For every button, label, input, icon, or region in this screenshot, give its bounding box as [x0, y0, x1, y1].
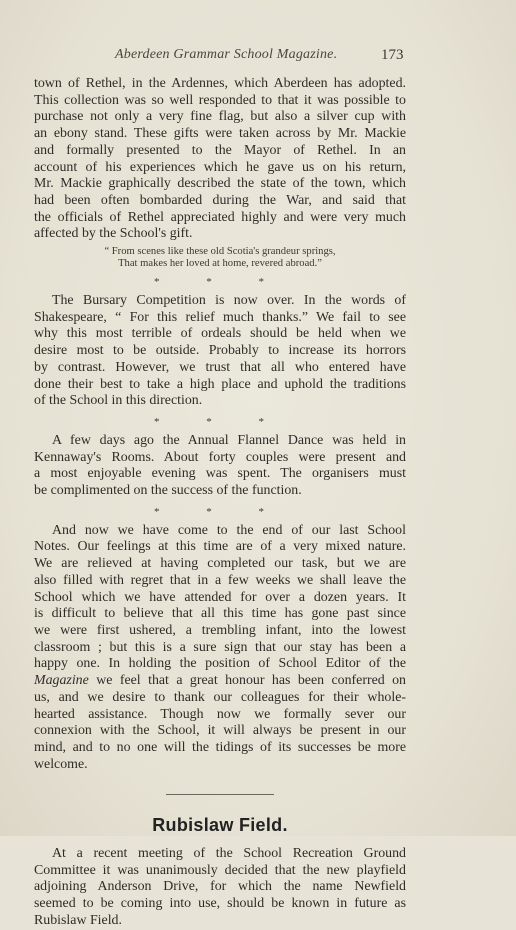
text-line: why this most terrible of ordeals should be held when we [34, 326, 406, 342]
text-line: the officials of Rethel appreciated highly and were very much [34, 209, 406, 225]
text-line: desire most to be outside. Probably to increase its horrors [34, 343, 406, 359]
text-line: and formally presented to the Mayor of Rethel. In an [34, 142, 406, 158]
text-line: seemed to be coming into use, should be known in future as [34, 896, 406, 912]
paragraph-bursary [34, 293, 406, 410]
paragraph-rubislaw-field [34, 846, 406, 930]
quote-line: “ From scenes like these old Scotia's grandeur springs, [104, 246, 336, 258]
page-header [0, 47, 516, 67]
text-line: also filled with regret that in a few weeks we shall leave the [34, 572, 406, 588]
running-title: Aberdeen Grammar School Magazine. [115, 47, 338, 62]
article-body [34, 76, 406, 930]
paragraph-farewell [34, 523, 406, 774]
text-line: purchase not only a very fine flag, but also a silver cup with [34, 109, 406, 125]
text-line: happy one. In holding the position of School Editor of the [34, 656, 406, 672]
text-line: Magazine we feel that a great honour has been conferred on [34, 673, 406, 689]
text-line: by contrast. However, we trust that all who entered have [34, 359, 406, 375]
paragraph-rethel-gift [34, 76, 406, 243]
text-line: Committee it was unanimously decided that the new playfield [34, 862, 406, 878]
quote-line: That makes her loved at home, revered abroad.” [118, 258, 322, 270]
text-line: A few days ago the Annual Flannel Dance was held in [52, 432, 406, 448]
section-separator: * * * [154, 415, 286, 428]
paragraph-flannel-dance [34, 433, 406, 500]
text-line: Mr. Mackie graphically described the state of the town, which [34, 176, 406, 192]
page-number: 173 [381, 47, 404, 63]
text-line: us, and we desire to thank our colleagues for their whole- [34, 689, 406, 705]
text-line: Notes. Our feelings at this time are of a very mixed nature. [34, 539, 406, 555]
text-line: a most enjoyable evening was spent. The organisers must [34, 466, 406, 482]
text-line: account of his experiences which he gave us on his return, [34, 159, 406, 175]
text-line: affected by the School's gift. [34, 226, 193, 242]
divider-rule [166, 794, 274, 795]
verse-quote [34, 246, 406, 270]
text-line: And now we have come to the end of our last School [52, 522, 406, 538]
text-line: an ebony stand. These gifts were taken across by Mr. Mackie [34, 126, 406, 142]
text-line: connexion with the School, it will always be present in our [34, 723, 406, 739]
text-line: of the School in this direction. [34, 393, 203, 409]
text-line: Shakespeare, “ For this relief much thanks.” We fail to see [34, 309, 406, 325]
text-line: At a recent meeting of the School Recreation Ground [52, 846, 406, 862]
text-line: hearted assistance. Though now we formally sever our [34, 706, 406, 722]
text-line: had been often bombarded during the War, and said that [34, 192, 406, 208]
text-line: We are relieved at having completed our task, but we are [34, 556, 406, 572]
section-separator: * * * [154, 276, 286, 289]
text-line: be complimented on the success of the function. [34, 483, 302, 499]
text-line: School which we have attended for over a dozen years. It [34, 589, 406, 605]
text-line: is difficult to believe that all this time has gone past since [34, 606, 406, 622]
text-line: The Bursary Competition is now over. In the words of [52, 293, 406, 309]
text-line: welcome. [34, 756, 88, 772]
section-separator: * * * [154, 505, 286, 518]
text-line: done their best to take a high place and uphold the traditions [34, 376, 406, 392]
text-line: adjoining Anderson Drive, for which the name Newfield [34, 879, 406, 895]
section-title: Rubislaw Field. [152, 815, 288, 836]
text-line: mind, and to no one will the tidings of its successes be more [34, 739, 406, 755]
text-line: classroom ; but this is a sure sign that our stay has been a [34, 639, 406, 655]
text-line: Kennaway's Rooms. About forty couples were present and [34, 449, 406, 465]
text-line: This collection was so well responded to that it was possible to [34, 92, 406, 108]
text-line: Rubislaw Field. [34, 912, 122, 928]
text-line: we were first ushered, a trembling infant, into the lowest [34, 622, 406, 638]
text-line: town of Rethel, in the Ardennes, which Aberdeen has adopted. [34, 76, 406, 91]
